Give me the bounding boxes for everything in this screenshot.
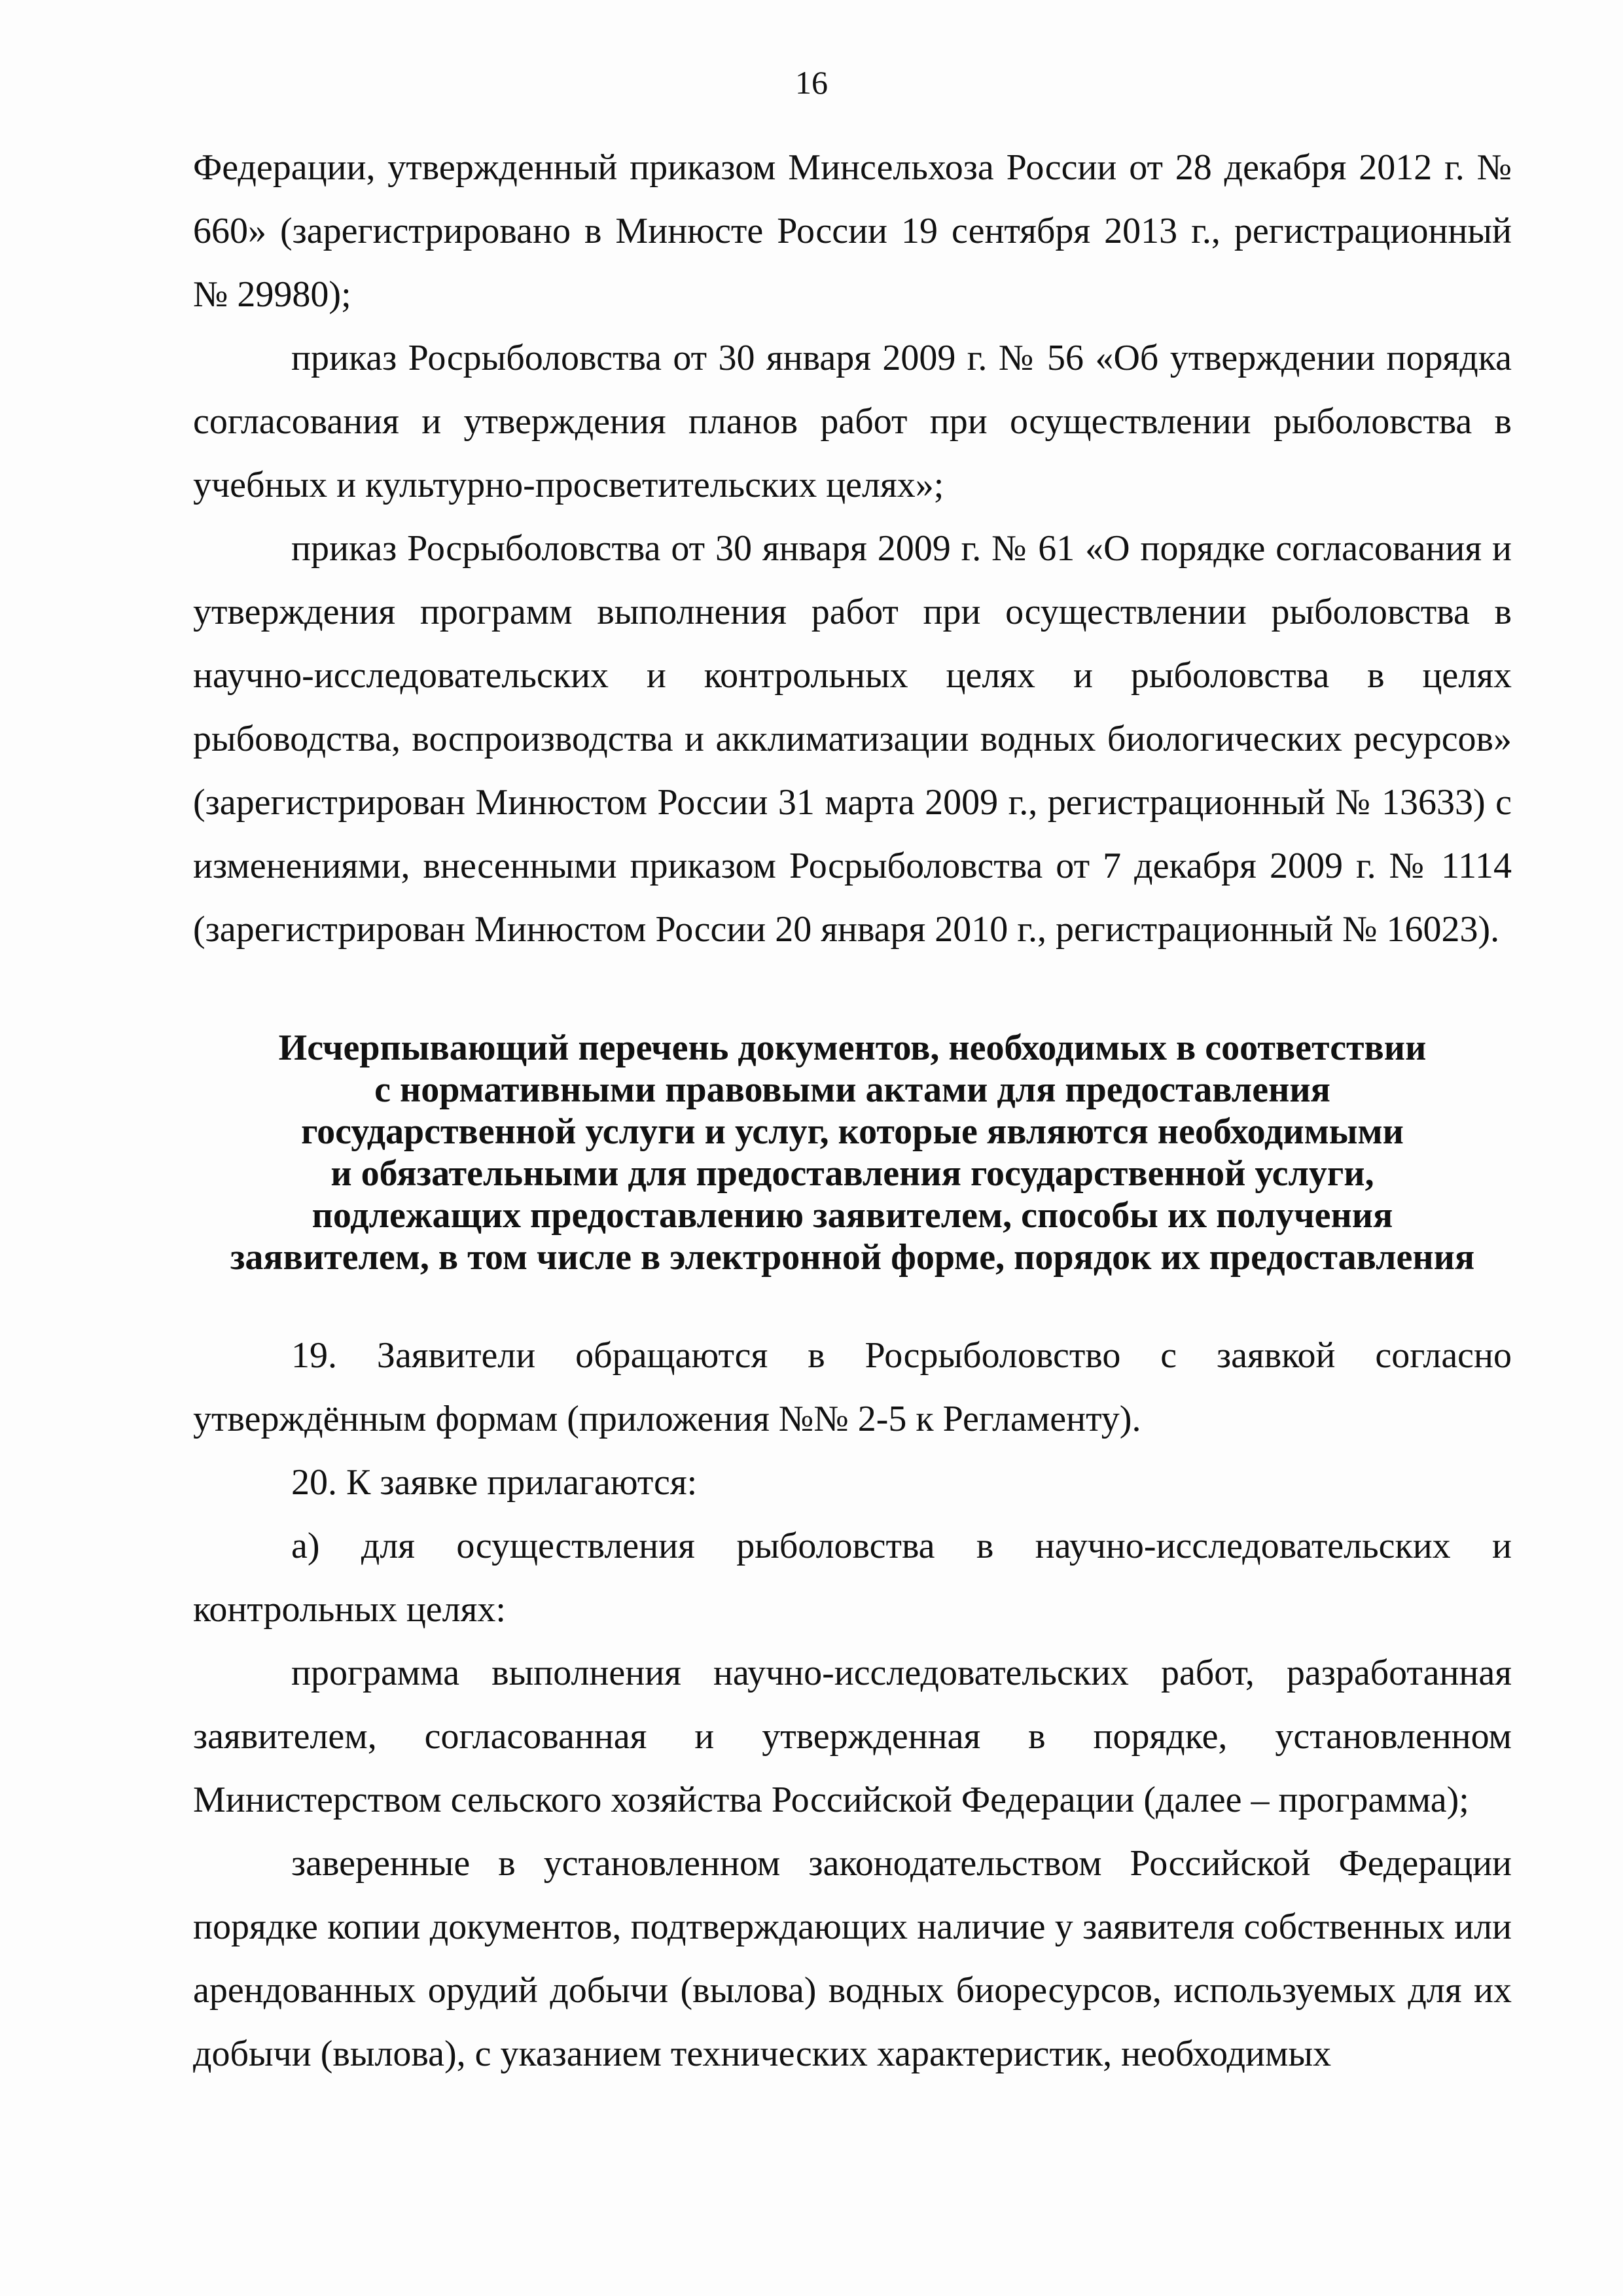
heading-line: Исчерпывающий перечень документов, необходимых в соответствии	[278, 1028, 1427, 1068]
paragraph-copies: заверенные в установленном законодательством Российской Федерации порядке копии документов, подтверждающих наличие у заявителя собственных или арендованных орудий добычи (вылова) водных биоресурсов, используемых для их добычи (вылова), с указанием технических характеристик, необходимых	[193, 1843, 1512, 2074]
paragraph-program: программа выполнения научно-исследовательских работ, разработанная заявителем, согласованная и утвержденная в порядке, установленном Министерством сельского хозяйства Российской Федерации (далее – программа);	[193, 1653, 1512, 1820]
heading-line: заявителем, в том числе в электронной форме, порядок их предоставления	[230, 1237, 1475, 1278]
heading-line: государственной услуги и услуг, которые являются необходимыми	[301, 1111, 1404, 1152]
paragraph-20: 20. К заявке прилагаются:	[291, 1462, 698, 1503]
heading-line: и обязательными для предоставления государственной услуги,	[330, 1153, 1374, 1194]
spacer	[193, 1278, 1512, 1324]
page-number: 16	[795, 64, 828, 101]
heading-line: подлежащих предоставлению заявителем, способы их получения	[312, 1195, 1393, 1236]
paragraph-order-61: приказ Росрыболовства от 30 января 2009 г. № 61 «О порядке согласования и утверждения программ выполнения работ при осуществлении рыболовства в научно-исследовательских и контрольных целях и рыболовства в целях рыбоводства, воспроизводства и акклиматизации водных биологических ресурсов» (зарегистрирован Минюстом России 31 марта 2009 г., регистрационный № 13633) с изменениями, внесенными приказом Росрыболовства от 7 декабря 2009 г. № 1114 (зарегистрирован Минюстом России 20 января 2010 г., регистрационный № 16023).	[193, 528, 1512, 950]
paragraph-order-56: приказ Росрыболовства от 30 января 2009 г. № 56 «Об утверждении порядка согласования и утверждения планов работ при осуществлении рыболовства в учебных и культурно-просветительских целях»;	[193, 338, 1512, 505]
section-heading	[193, 1027, 1512, 1278]
paragraph-continuation: Федерации, утвержденный приказом Минсельхоза России от 28 декабря 2012 г. № 660» (зарегистрировано в Минюсте России 19 сентября 2013 г., регистрационный № 29980);	[193, 147, 1512, 315]
paragraph-20-a: а) для осуществления рыболовства в научно-исследовательских и контрольных целях:	[193, 1526, 1512, 1630]
heading-line: с нормативными правовыми актами для предоставления	[374, 1069, 1330, 1110]
spacer	[193, 961, 1512, 1027]
document-body	[193, 136, 1512, 2086]
paragraph-19: 19. Заявители обращаются в Росрыболовство с заявкой согласно утверждённым формам (приложения №№ 2-5 к Регламенту).	[193, 1335, 1512, 1439]
